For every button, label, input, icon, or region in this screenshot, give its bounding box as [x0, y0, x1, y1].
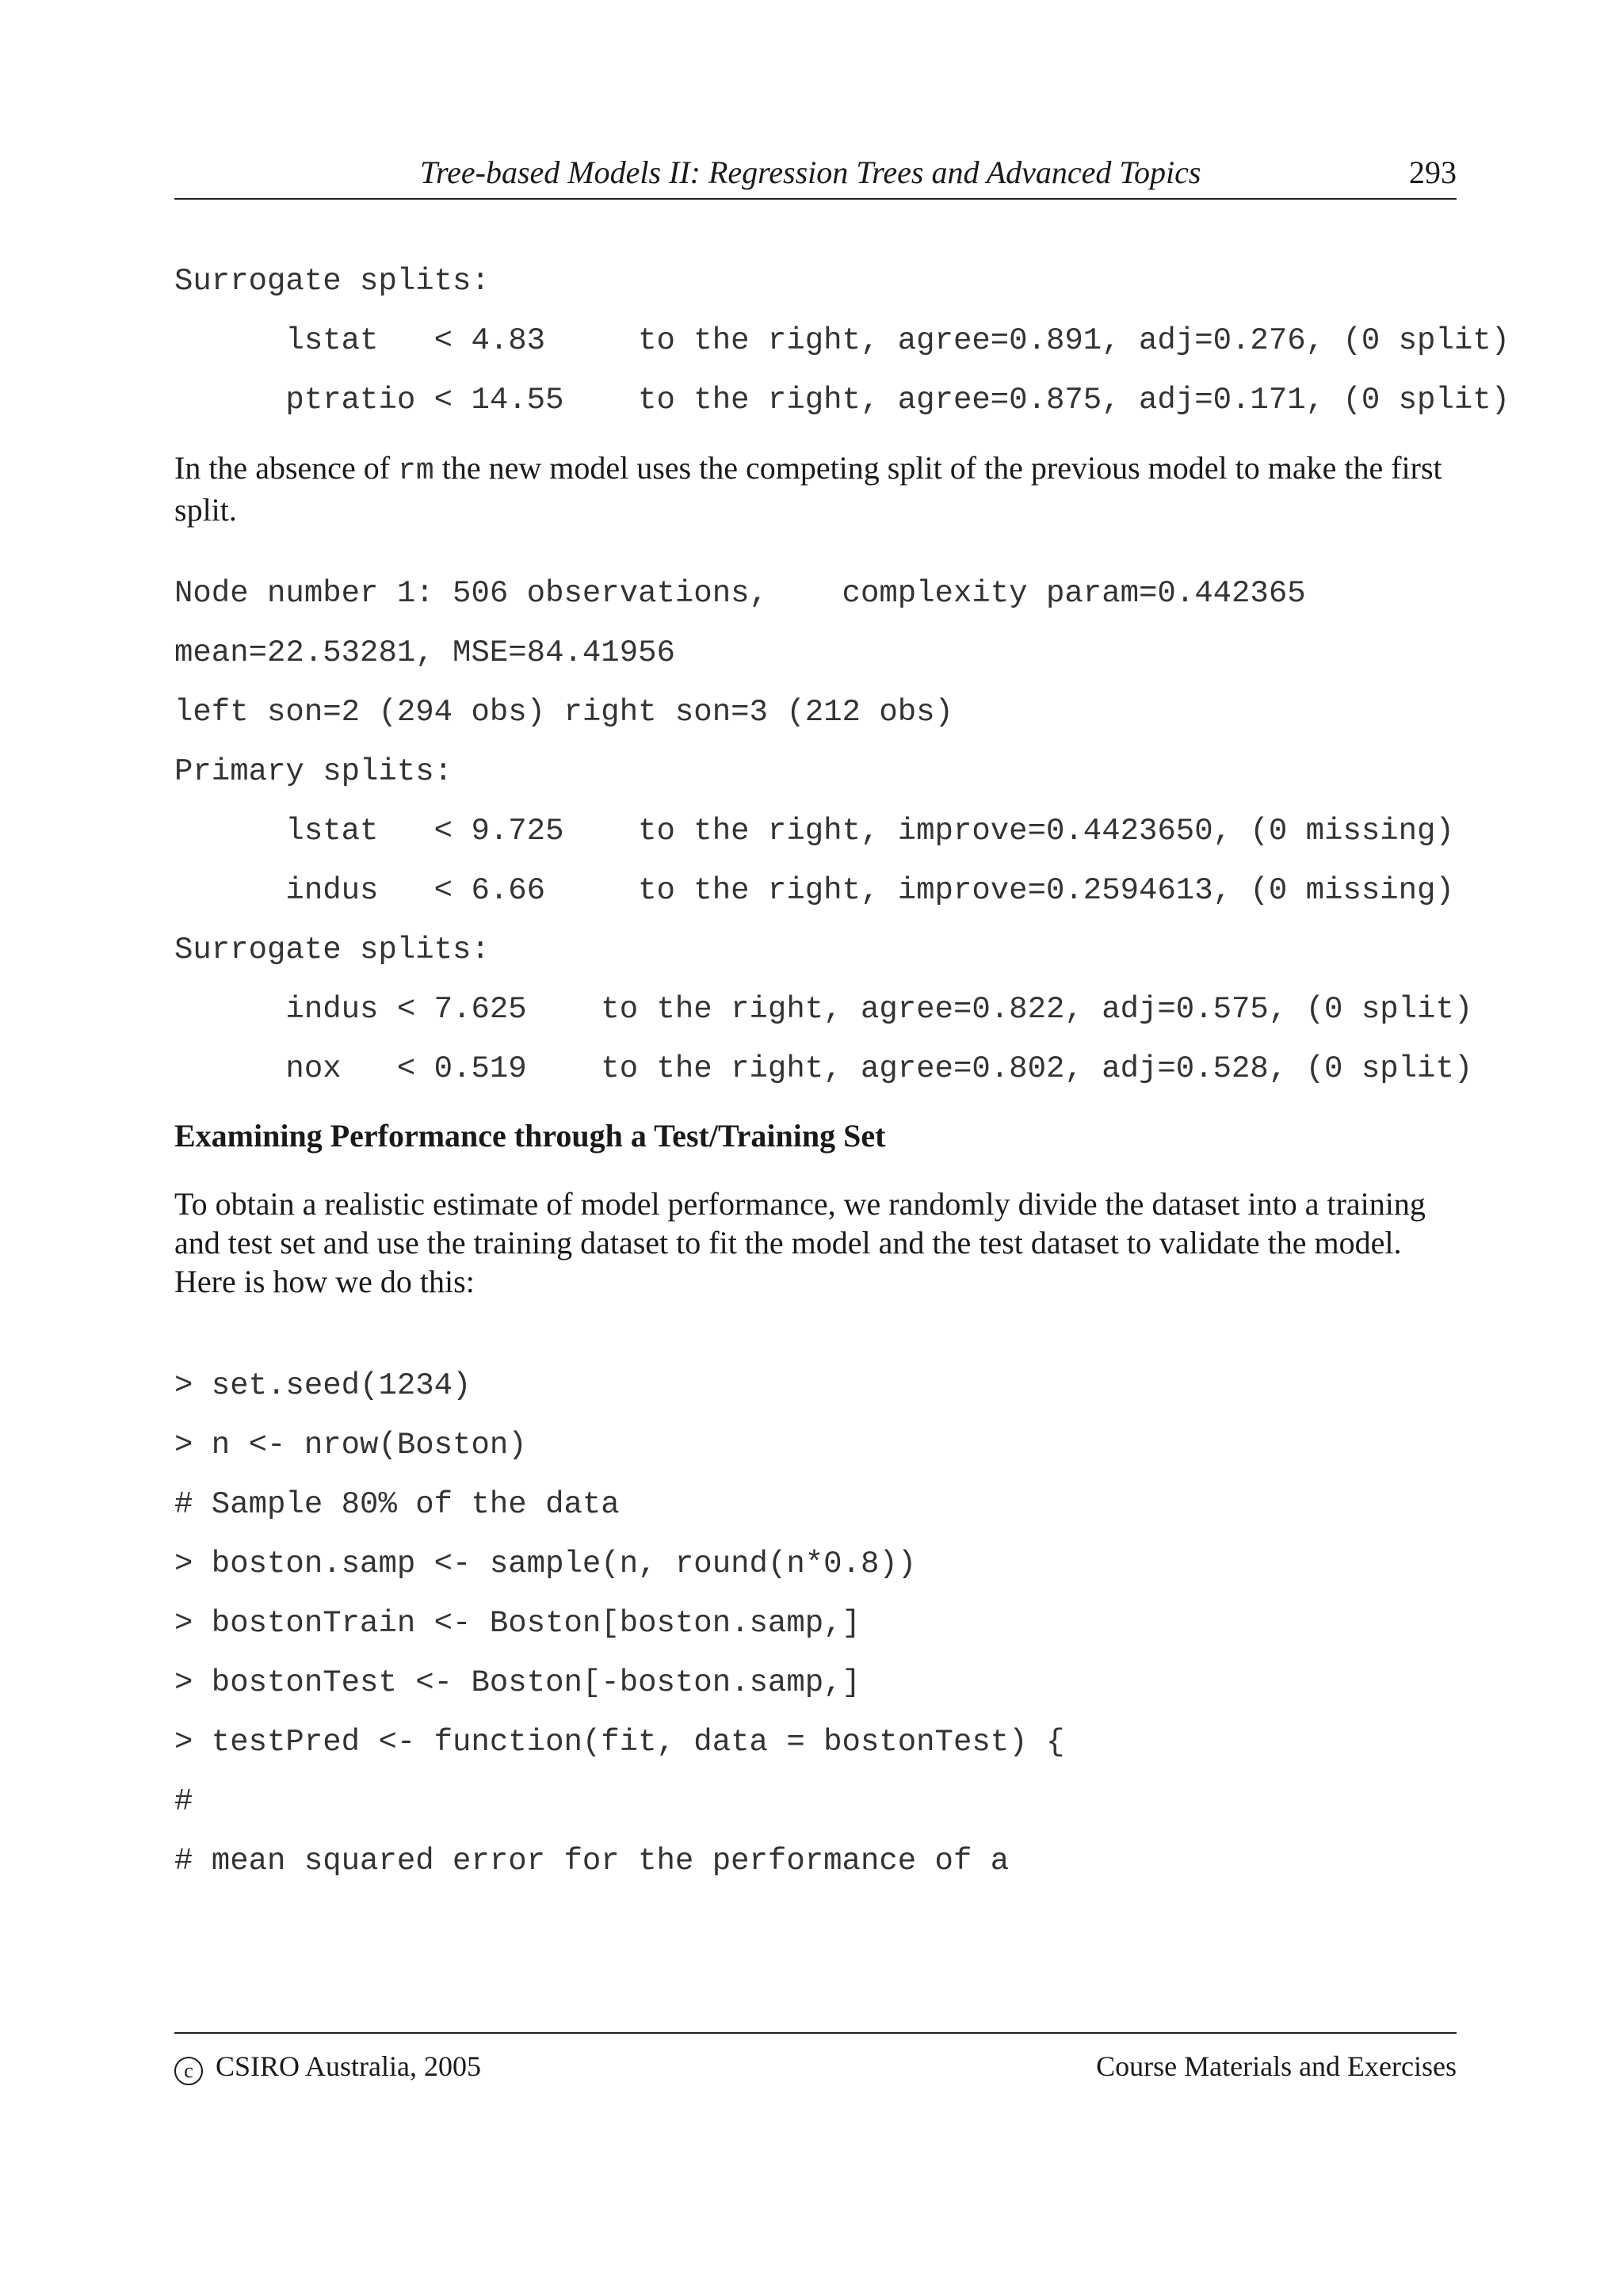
- code-line: mean=22.53281, MSE=84.41956: [174, 635, 675, 670]
- section-heading: Examining Performance through a Test/Training Set: [174, 1118, 886, 1154]
- running-title: Tree-based Models II: Regression Trees and Advanced Topics: [420, 154, 1201, 190]
- paragraph-absence-of-rm: In the absence of rm the new model uses the competing split of the previous model to make the first split.: [174, 450, 1442, 528]
- page-number: 293: [1409, 154, 1457, 190]
- page-header: [174, 149, 1457, 200]
- code-line: ptratio < 14.55 to the right, agree=0.875, adj=0.171, (0 split): [174, 383, 1510, 418]
- code-line: lstat < 4.83 to the right, agree=0.891, adj=0.276, (0 split): [174, 323, 1510, 358]
- code-line: > testPred <- function(fit, data = bostonTest) {: [174, 1725, 1065, 1760]
- code-line: Surrogate splits:: [174, 264, 490, 299]
- code-line: #: [174, 1784, 193, 1819]
- code-line: > boston.samp <- sample(n, round(n*0.8)): [174, 1547, 917, 1581]
- code-line: indus < 6.66 to the right, improve=0.2594613, (0 missing): [174, 873, 1454, 908]
- footer-copyright: c CSIRO Australia, 2005: [174, 2050, 481, 2085]
- code-line: indus < 7.625 to the right, agree=0.822, adj=0.575, (0 split): [174, 992, 1473, 1027]
- code-line: > n <- nrow(Boston): [174, 1428, 527, 1463]
- code-line: > bostonTrain <- Boston[boston.samp,]: [174, 1606, 861, 1641]
- code-block-surrogate-splits: [174, 252, 1510, 430]
- code-line: Surrogate splits:: [174, 933, 490, 967]
- code-line: > set.seed(1234): [174, 1368, 472, 1403]
- code-line: lstat < 9.725 to the right, improve=0.4423650, (0 missing): [174, 814, 1454, 849]
- copyright-icon: c: [174, 2057, 203, 2085]
- code-line: > bostonTest <- Boston[-boston.samp,]: [174, 1665, 861, 1700]
- page-footer: [174, 2032, 1457, 2089]
- code-line: Primary splits:: [174, 754, 453, 789]
- code-line: # Sample 80% of the data: [174, 1487, 620, 1522]
- code-line: nox < 0.519 to the right, agree=0.802, adj=0.528, (0 split): [174, 1051, 1473, 1086]
- inline-code: rm: [398, 454, 434, 488]
- code-line: # mean squared error for the performance of a: [174, 1844, 1010, 1878]
- code-line: left son=2 (294 obs) right son=3 (212 obs): [174, 695, 953, 730]
- code-block-node-summary: [174, 564, 1472, 1099]
- footer-course-title: Course Materials and Exercises: [1096, 2050, 1457, 2082]
- code-line: Node number 1: 506 observations, complexity param=0.442365: [174, 576, 1306, 611]
- code-block-r-commands: [174, 1356, 1064, 1891]
- paragraph-test-training: To obtain a realistic estimate of model performance, we randomly divide the dataset into a training and test set and use the training dataset to fit the model and the test dataset to validate the model. Here is how we do this:: [174, 1186, 1426, 1299]
